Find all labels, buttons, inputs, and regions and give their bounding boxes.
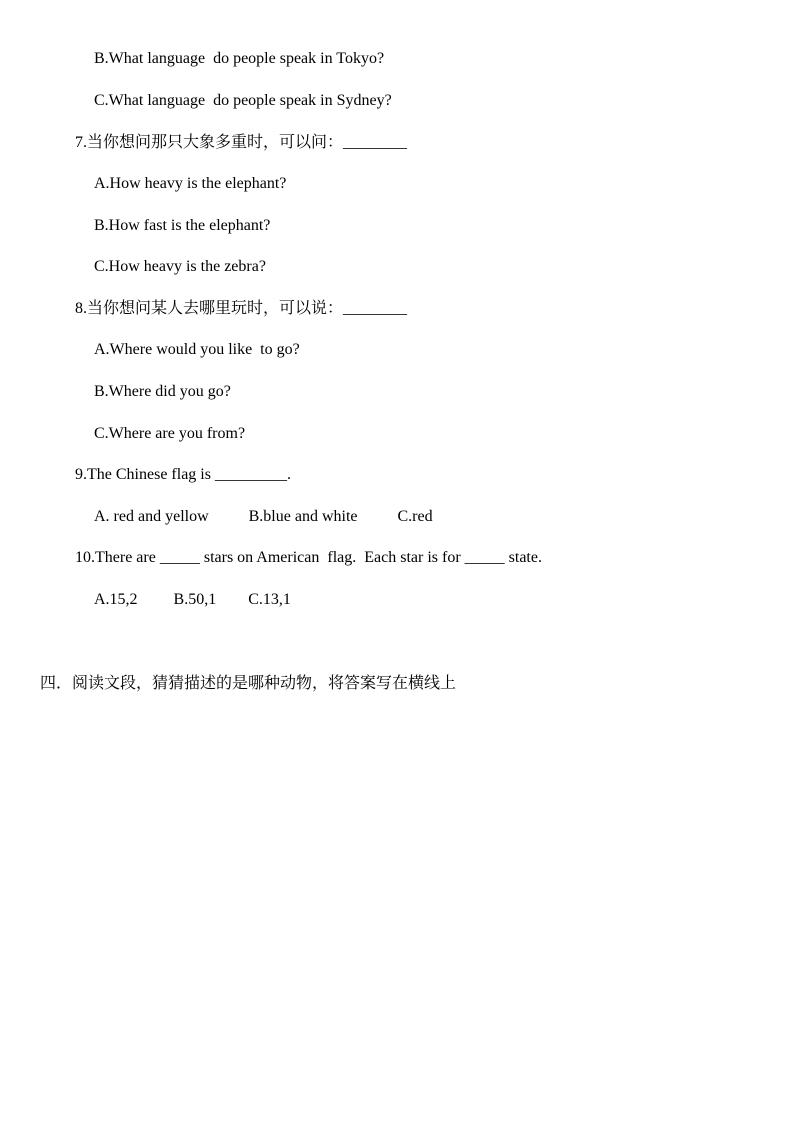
q8-option-a: A.Where would you like to go?: [94, 341, 300, 358]
q7-option-c: C.How heavy is the zebra?: [94, 258, 266, 275]
q6-option-b: B.What language do people speak in Tokyo?: [94, 50, 385, 67]
question-8: 8.当你想问某人去哪里玩时，可以说：________: [75, 300, 408, 317]
q8-option-c: C.Where are you from?: [94, 425, 246, 442]
q10-options: A.15,2 B.50,1 C.13,1: [94, 591, 291, 608]
q7-option-b: B.How fast is the elephant?: [94, 217, 271, 234]
question-7: 7.当你想问那只大象多重时，可以问：________: [75, 134, 408, 151]
q7-option-a: A.How heavy is the elephant?: [94, 175, 287, 192]
question-10: 10.There are _____ stars on American flag. Each star is for _____ state.: [75, 549, 542, 566]
q9-options: A. red and yellow B.blue and white C.red: [94, 508, 433, 525]
question-9: 9.The Chinese flag is _________.: [75, 466, 291, 483]
q8-option-b: B.Where did you go?: [94, 383, 231, 400]
section-4-heading: 四．阅读文段，猜猜描述的是哪种动物，将答案写在横线上: [40, 675, 457, 692]
q6-option-c: C.What language do people speak in Sydney?: [94, 92, 392, 109]
